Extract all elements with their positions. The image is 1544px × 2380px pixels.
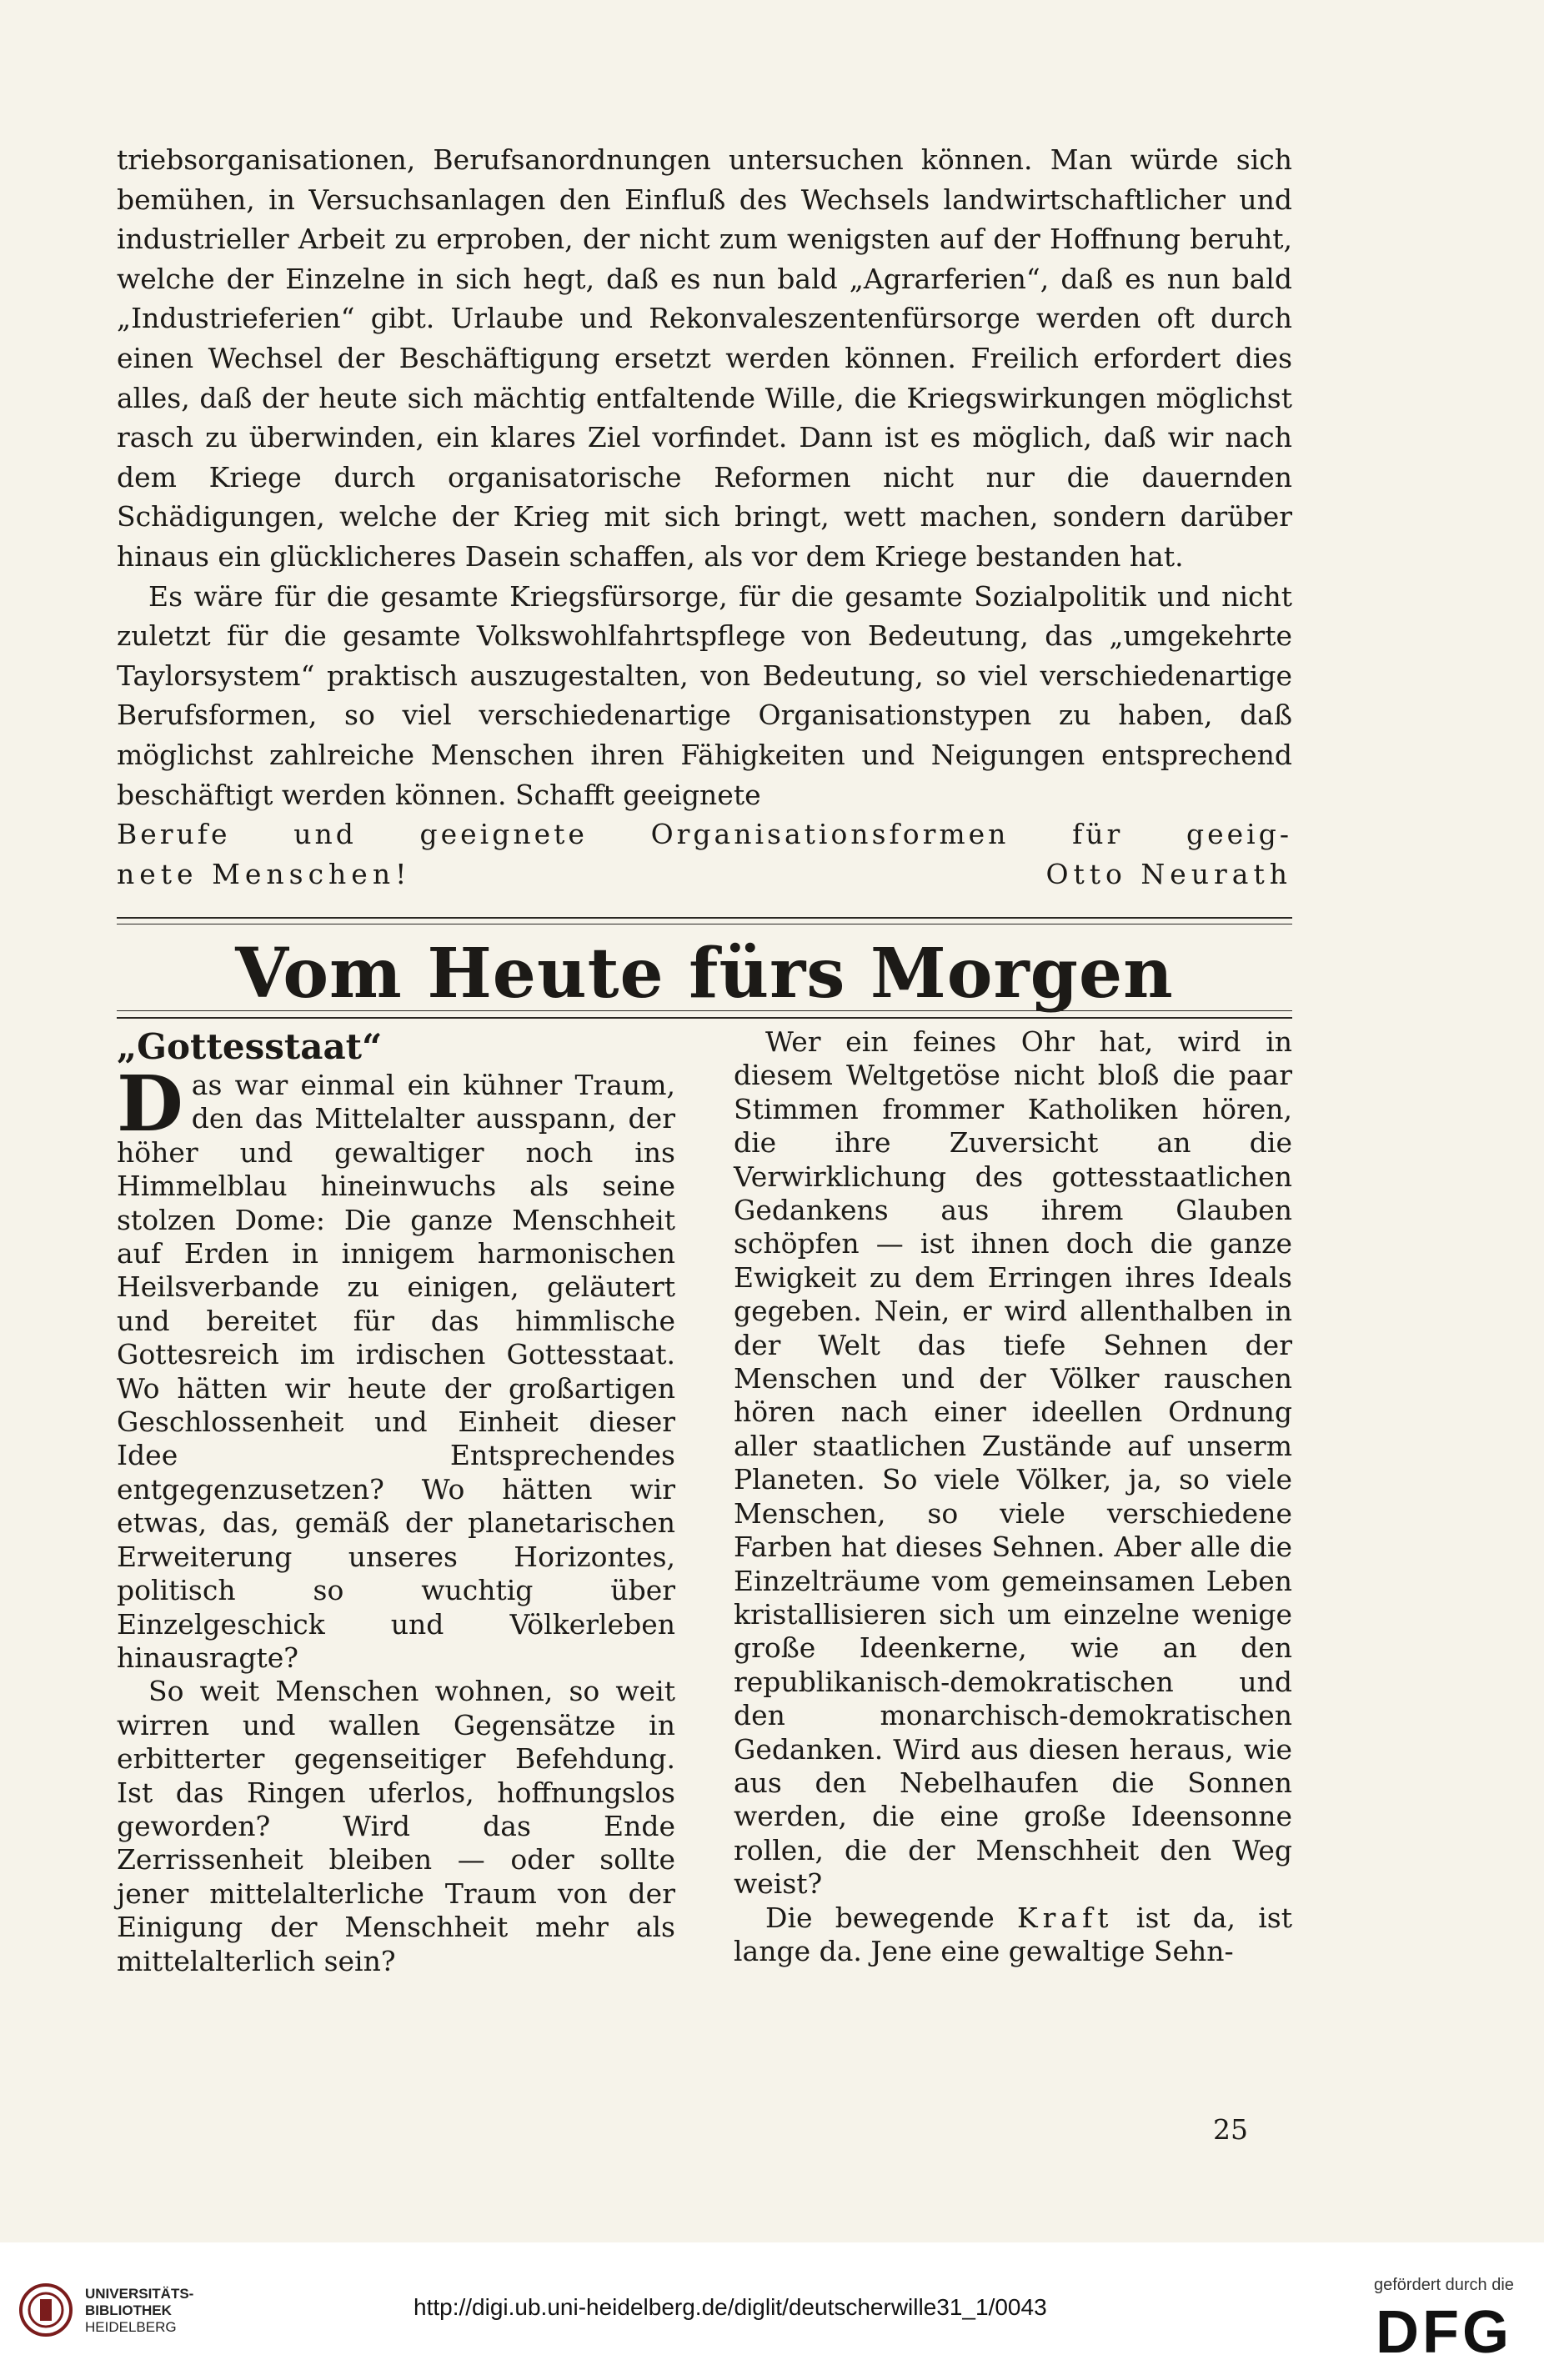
intro-paragraph-2-spaced-line: Berufe und geeignete Organisationsformen für geeig- bbox=[117, 818, 1292, 851]
dfg-logo: DFG bbox=[1376, 2299, 1512, 2366]
library-line-1: UNIVERSITÄTS- bbox=[85, 2286, 194, 2302]
article-right-paragraph-2 bbox=[734, 1901, 1292, 1969]
library-line-2: BIBLIOTHEK bbox=[85, 2302, 172, 2318]
intro-paragraph-1: triebsorganisationen, Berufsanordnungen untersuchen können. Man würde sich bemühen, in Versuchsanlagen den Einfluß des Wechsels landwirtschaftlicher und industrieller Arbeit zu erproben, der nicht zum wenigsten auf der Hoffnung beruht, welche der Einzelne in sich hegt, daß es nun bald „Agrarferien“, daß es nun bald „Industrieferien“ gibt. Urlaube und Rekonvaleszentenfürsorge werden oft durch einen Wechsel der Beschäftigung ersetzt werden können. Freilich erfordert dies alles, daß der heute sich mächtig entfaltende Wille, die Kriegswirkungen möglichst rasch zu überwinden, ein klares Ziel vorfindet. Dann ist es möglich, daß wir nach dem Kriege durch organisatorische Reformen nicht nur die dauernden Schädigungen, welche der Krieg mit sich bringt, wett machen, sondern darüber hinaus ein glücklicheres Dasein schaffen, als vor dem Kriege bestanden hat. bbox=[117, 143, 1292, 573]
drop-cap: D bbox=[117, 1059, 183, 1149]
intro-closing-text: nete Menschen! bbox=[117, 857, 412, 890]
intro-paragraph-2: Es wäre für die gesamte Kriegsfürsorge, für die gesamte Sozialpolitik und nicht zuletzt für die gesamte Volkswohlfahrtspflege von Bedeutung, das „umgekehrte Taylorsystem“ praktisch auszugestalten, von Bedeutung, so viel verschiedenartige Berufsformen, so viel verschiedenartige Organisationstypen zu haben, daß möglichst zahlreiche Menschen ihren Fähigkeiten und Neigungen entsprechend beschäftigt werden können. Schafft geeignete bbox=[117, 579, 1292, 811]
university-seal-icon bbox=[18, 2282, 73, 2337]
section-rule-top bbox=[117, 917, 1292, 919]
page-number: 25 bbox=[1213, 2113, 1248, 2146]
article-title: „Gottesstaat“ bbox=[117, 1026, 383, 1067]
article-left-paragraph-1-text: as war einmal ein kühner Traum, den das Mittelalter ausspann, der höher und gewaltiger noch ins Himmelblau hineinwuchs als seine stolzen Dome: Die ganze Menschheit auf Erden in innigem harmonischen Heilsverbande zu einigen, geläutert und bereitet für das himmlische Gottesreich im irdischen Gottesstaat. Wo hätten wir heute der großartigen Geschlossenheit und Einheit dieser Idee Entsprechendes entgegenzusetzen? Wo hätten wir etwas, das, gemäß der planetarischen Erweiterung unseres Horizontes, politisch so wuchtig über Einzelgeschick und Völkerleben hinausragte? bbox=[117, 1069, 675, 1674]
article-left-column bbox=[117, 1025, 675, 1978]
intro-text bbox=[117, 140, 1292, 894]
intro-closing-line bbox=[117, 854, 1292, 894]
section-rule-bottom bbox=[117, 1017, 1292, 1019]
funding-note: gefördert durch die bbox=[1374, 2276, 1514, 2294]
article-right-column bbox=[734, 1025, 1292, 1968]
article-left-paragraph-1 bbox=[117, 1059, 675, 1675]
author-signature: Otto Neurath bbox=[1045, 857, 1292, 890]
library-line-3: HEIDELBERG bbox=[85, 2319, 177, 2335]
emphasis-kraft: Kraft bbox=[1016, 1901, 1114, 1934]
section-rule-bottom-inner bbox=[117, 1010, 1292, 1011]
article-right-paragraph-2-end: ist da, ist lange da. Jene eine gewaltige Sehn- bbox=[734, 1901, 1292, 1967]
permalink-url[interactable]: http://digi.ub.uni-heidelberg.de/diglit/deutscherwille31_1/0043 bbox=[414, 2294, 1047, 2320]
section-title: Vom Heute fürs Morgen bbox=[235, 934, 1174, 1014]
article-right-paragraph-2-start: Die bewegende bbox=[765, 1901, 1017, 1934]
library-name bbox=[85, 2286, 193, 2336]
article-left-paragraph-2: So weit Menschen wohnen, so weit wirren und wallen Gegensätze in erbitterter gegenseitiger Befehdung. Ist das Ringen uferlos, hoffnungslos geworden? Wird das Ende Zerrissenheit bleiben — oder sollte jener mittelalterliche Traum von der Einigung der Menschheit mehr als mittelalterlich sein? bbox=[117, 1675, 675, 1977]
article-right-paragraph-1: Wer ein feines Ohr hat, wird in diesem Weltgetöse nicht bloß die paar Stimmen frommer Katholiken hören, die ihre Zuversicht an die Verwirklichung des gottesstaatlichen Gedankens aus ihrem Glauben schöpfen — ist ihnen doch die ganze Ewigkeit zu dem Erringen ihres Ideals gegeben. Nein, er wird allenthalben in der Welt das tiefe Sehnen der Menschen und der Völker rauschen hören nach einer ideellen Ordnung aller staatlichen Zustände auf unserm Planeten. So viele Völker, ja, so viele Menschen, so viele verschiedene Farben hat dieses Sehnen. Aber alle die Einzelträume vom gemeinsamen Leben kristallisieren sich um einzelne wenige große Ideenkerne, wie an den republikanisch-demokratischen und den monarchisch-demokratischen Gedanken. Wird aus diesen heraus, wie aus den Nebelhaufen die Sonnen werden, die eine große Ideensonne rollen, die der Menschheit den Weg weist? bbox=[734, 1025, 1292, 1901]
